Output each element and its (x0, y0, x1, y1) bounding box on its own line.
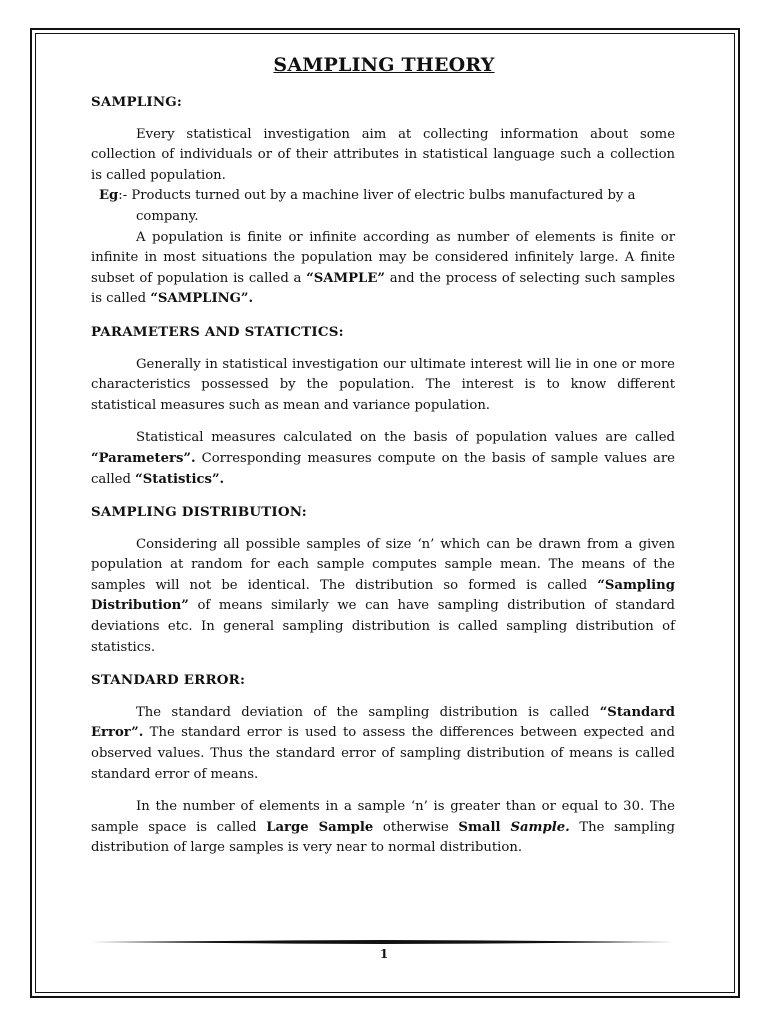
emphasis-text: “SAMPLING”. (150, 291, 254, 307)
page-title: SAMPLING THEORY (273, 54, 495, 76)
section-heading-parameters: PARAMETERS AND STATICTICS: (91, 323, 344, 340)
paragraph (91, 797, 675, 859)
emphasis-text: “Sampling Distribution” (91, 577, 675, 614)
paragraph-text: Corresponding measures compute on the basis of sample values are called (91, 450, 675, 487)
paragraph-text: otherwise (373, 819, 459, 835)
page-number: 1 (379, 947, 389, 961)
emphasis-text-italic: Sample. (510, 819, 570, 835)
paragraph-text: Every statistical investigation aim at collecting information about some collection of individuals or of their attributes in statistical language such a collection is called population. (91, 126, 675, 183)
emphasis-text: “SAMPLE” (306, 270, 385, 286)
paragraph-text: The standard error is used to assess the differences between expected and observed values. Thus the standard error of sampling distribution of means is called standard error of means. (91, 725, 675, 782)
emphasis-text: Large Sample (266, 819, 374, 835)
emphasis-text: “Standard Error”. (91, 704, 675, 741)
paragraph-text: In the number of elements in a sample ‘n’ is greater than or equal to 30. The sample space is called (91, 799, 675, 835)
section-heading-sampling: SAMPLING: (91, 94, 183, 110)
paragraph (91, 703, 675, 785)
paragraph-text: Considering all possible samples of size ‘n’ which can be drawn from a given population at random for each sample computes sample mean. The means of the samples will not be identical. The distribution so formed is called (91, 536, 675, 593)
footer-rule (92, 940, 674, 944)
paragraph-text: A population is finite or infinite according as number of elements is finite or infinite in most situations the population may be considered infinitely large. A finite subset of population is called a (91, 229, 675, 286)
paragraph-text: The sampling distribution of large samples is very near to normal distribution. (91, 819, 675, 856)
paragraph-text: Statistical measures calculated on the basis of population values are called (136, 430, 675, 446)
emphasis-text: “Statistics”. (135, 471, 225, 487)
example-line (91, 186, 675, 227)
document-body (91, 92, 675, 871)
paragraph-text: of means similarly we can have sampling distribution of standard deviations etc. In general sampling distribution is called sampling distribution of statistics. (91, 598, 675, 655)
paragraph (91, 535, 675, 659)
paragraph (91, 428, 675, 490)
paragraph (91, 125, 675, 187)
emphasis-text: Small (458, 819, 511, 835)
emphasis-text: “Parameters”. (91, 450, 196, 466)
section-heading-sampling-distribution: SAMPLING DISTRIBUTION: (91, 504, 307, 521)
example-text: :- Products turned out by a machine liver of electric bulbs manufactured by a company. (118, 188, 636, 224)
paragraph (91, 228, 675, 310)
paragraph (91, 355, 675, 417)
paragraph-text: The standard deviation of the sampling distribution is called (136, 704, 600, 720)
section-heading-standard-error: STANDARD ERROR: (91, 672, 246, 689)
paragraph-text: and the process of selecting such samples is called (91, 270, 675, 307)
paragraph-text: Generally in statistical investigation our ultimate interest will lie in one or more characteristics possessed by the population. The interest is to know different statistical measures such as mean and variance population. (91, 356, 675, 413)
example-label: Eg (99, 188, 119, 204)
